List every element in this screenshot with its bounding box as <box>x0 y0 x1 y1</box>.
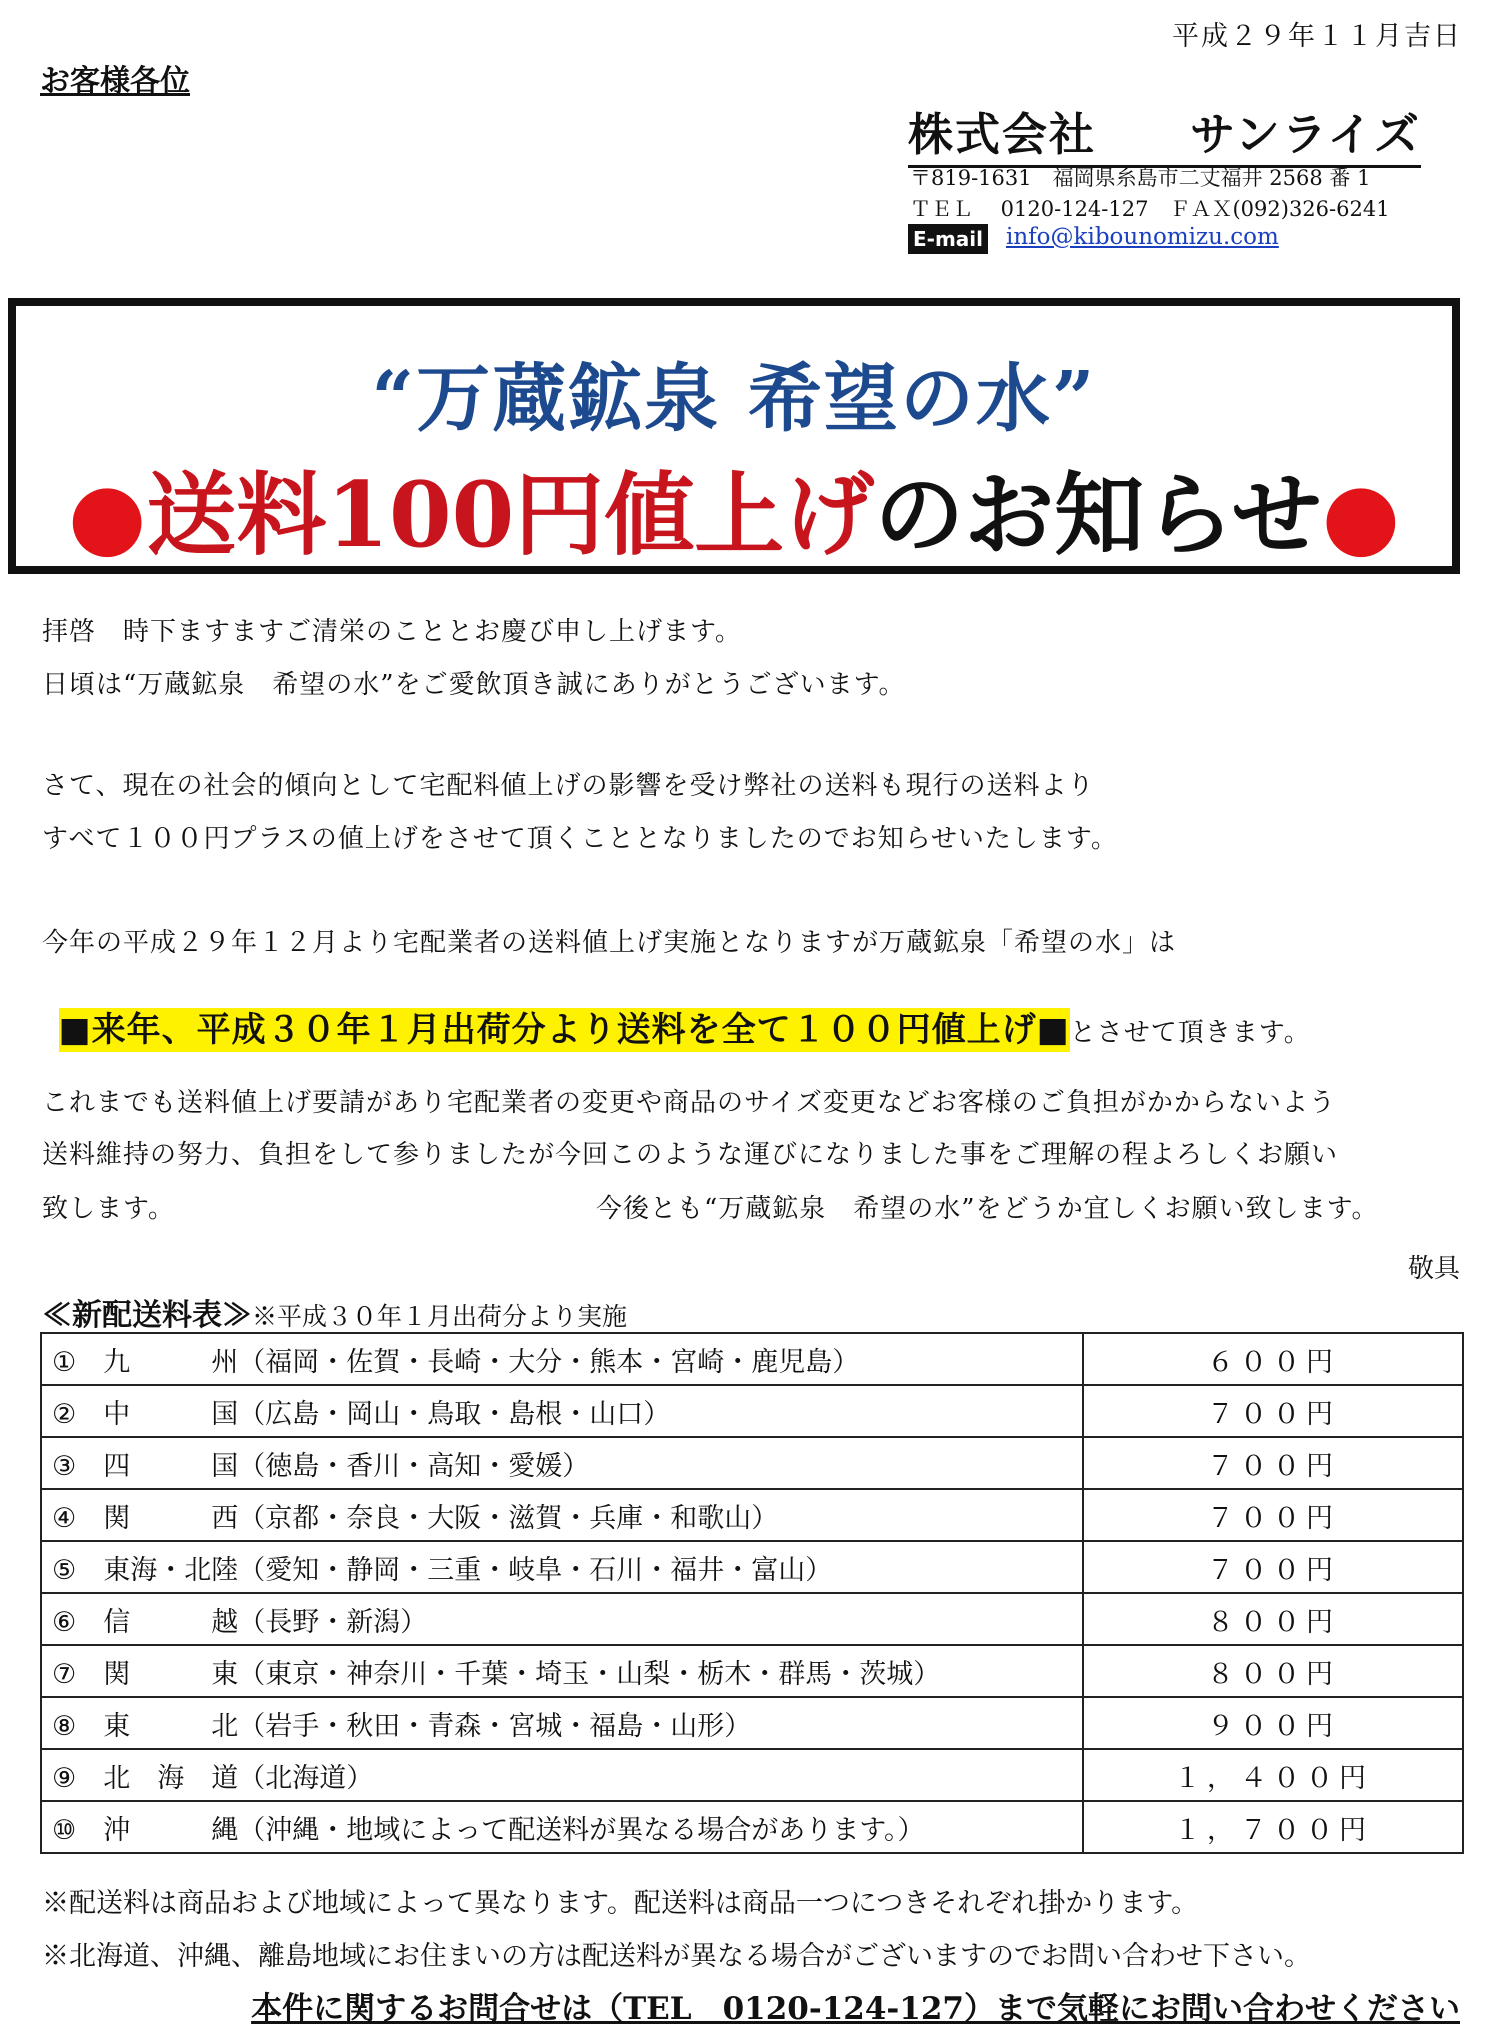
paragraph-4-line-1: これまでも送料値上げ要請があり宅配業者の変更や商品のサイズ変更などお客様のご負担がかからないよう <box>42 1088 1336 1118</box>
table-row <box>41 1541 1463 1593</box>
paragraph-3-rest: とさせて頂きます。 <box>1069 1018 1311 1048</box>
price-cell: ８００円 <box>1083 1593 1463 1645</box>
region-cell: ① 九 州（福岡・佐賀・長崎・大分・熊本・宮崎・鹿児島） <box>41 1333 1083 1385</box>
price-cell: ７００円 <box>1083 1541 1463 1593</box>
region-cell: ④ 関 西（京都・奈良・大阪・滋賀・兵庫・和歌山） <box>41 1489 1083 1541</box>
paragraph-4-line-3b: 今後とも“万蔵鉱泉 希望の水”をどうか宜しくお願い致します。 <box>596 1194 1379 1224</box>
shipping-rate-table <box>40 1332 1464 1854</box>
table-row <box>41 1333 1463 1385</box>
region-cell: ③ 四 国（徳島・香川・高知・愛媛） <box>41 1437 1083 1489</box>
email-badge-icon: E-mail <box>908 224 988 254</box>
footnote-2: ※北海道、沖縄、離島地域にお住まいの方は配送料が異なる場合がございますのでお問い合わせ下さい。 <box>42 1941 1311 1972</box>
contact-line: 本件に関するお問合せは（TEL 0120-124-127）まで気軽にお問い合わせください <box>251 1991 1460 2027</box>
price-cell: ７００円 <box>1083 1437 1463 1489</box>
table-row <box>41 1385 1463 1437</box>
closing-word: 敬具 <box>1407 1254 1460 1284</box>
recipient-line: お客様各位 <box>40 64 190 99</box>
region-cell: ⑨ 北 海 道（北海道） <box>41 1749 1083 1801</box>
paragraph-3-line-1: 今年の平成２９年１２月より宅配業者の送料値上げ実施となりますが万蔵鉱泉「希望の水」は <box>42 928 1177 958</box>
price-cell: ６００円 <box>1083 1333 1463 1385</box>
region-cell: ⑩ 沖 縄（沖縄・地域によって配送料が異なる場合があります。） <box>41 1801 1083 1853</box>
region-cell: ⑦ 関 東（東京・神奈川・千葉・埼玉・山梨・栃木・群馬・茨城） <box>41 1645 1083 1697</box>
region-cell: ⑤ 東海・北陸（愛知・静岡・三重・岐阜・石川・福井・富山） <box>41 1541 1083 1593</box>
announcement-banner <box>8 298 1460 574</box>
table-row <box>41 1697 1463 1749</box>
paragraph-2-line-2: すべて１００円プラスの値上げをさせて頂くこととなりましたのでお知らせいたします。 <box>42 824 1118 854</box>
table-title <box>42 1290 627 1334</box>
company-name: 株式会社 サンライズ <box>908 98 1421 168</box>
price-cell: １，４００円 <box>1083 1749 1463 1801</box>
price-cell: １，７００円 <box>1083 1801 1463 1853</box>
price-cell: ７００円 <box>1083 1489 1463 1541</box>
table-row <box>41 1645 1463 1697</box>
table-row <box>41 1593 1463 1645</box>
red-dot-left-icon: ● <box>67 462 147 568</box>
table-row <box>41 1437 1463 1489</box>
price-cell: ９００円 <box>1083 1697 1463 1749</box>
footnote-1: ※配送料は商品および地域によって異なります。配送料は商品一つにつきそれぞれ掛かります。 <box>42 1888 1199 1919</box>
price-cell: ７００円 <box>1083 1385 1463 1437</box>
price-cell: ８００円 <box>1083 1645 1463 1697</box>
paragraph-4-line-3a: 致します。 <box>42 1194 175 1224</box>
red-dot-right-icon: ● <box>1321 462 1401 568</box>
greeting-line-1: 拝啓 時下ますますご清栄のこととお慶び申し上げます。 <box>42 617 742 647</box>
table-note: ※平成３０年１月出荷分より実施 <box>252 1302 628 1331</box>
region-cell: ⑧ 東 北（岩手・秋田・青森・宮城・福島・山形） <box>41 1697 1083 1749</box>
paragraph-2-line-1: さて、現在の社会的傾向として宅配料値上げの影響を受け弊社の送料も現行の送料より <box>42 771 1095 801</box>
paragraph-3-line-2 <box>40 972 1311 1051</box>
banner-subtitle <box>16 442 1452 572</box>
table-row <box>41 1489 1463 1541</box>
paragraph-4-line-2: 送料維持の努力、負担をして参りましたが今回このような運びになりました事をご理解の程よろしくお願い <box>42 1140 1339 1170</box>
region-cell: ② 中 国（広島・岡山・鳥取・島根・山口） <box>41 1385 1083 1437</box>
greeting-line-2: 日頃は“万蔵鉱泉 希望の水”をご愛飲頂き誠にありがとうございます。 <box>42 670 906 700</box>
banner-subtitle-red: 送料100円値上げ <box>146 462 875 568</box>
table-title-text: ≪新配送料表≫ <box>42 1298 252 1333</box>
email-link[interactable]: info@kibounomizu.com <box>1006 224 1279 250</box>
company-address: 〒819-1631 福岡県糸島市二丈福井 2568 番 1 <box>910 166 1371 190</box>
company-tel-fax: ＴＥＬ 0120-124-127 ＦＡＸ(092)326-6241 <box>910 197 1390 221</box>
banner-subtitle-black: のお知らせ <box>874 462 1322 568</box>
table-row <box>41 1749 1463 1801</box>
date: 平成２９年１１月吉日 <box>1172 21 1462 52</box>
table-row <box>41 1801 1463 1853</box>
region-cell: ⑥ 信 越（長野・新潟） <box>41 1593 1083 1645</box>
highlighted-notice: ■来年、平成３０年１月出荷分より送料を全て１００円値上げ■ <box>58 1010 1070 1050</box>
banner-title: “万蔵鉱泉 希望の水” <box>371 356 1097 442</box>
